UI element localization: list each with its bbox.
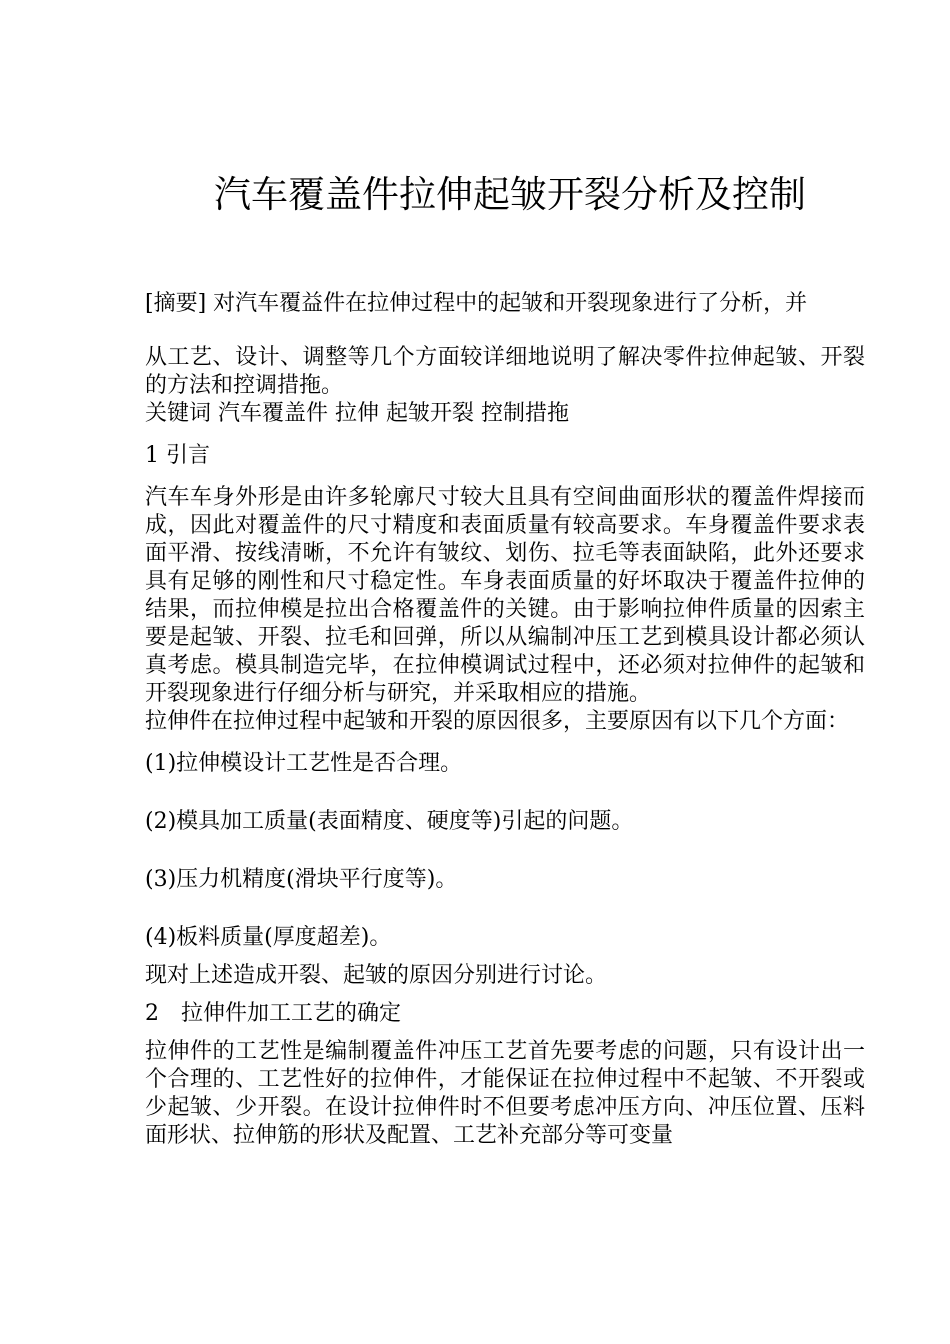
section-1-paragraph-2: 拉伸件在拉伸过程中起皱和开裂的原因很多，主要原因有以下几个方面：	[145, 709, 850, 734]
document-title: 汽车覆盖件拉伸起皱开裂分析及控制	[214, 173, 806, 216]
abstract-line-1: [摘要] 对汽车覆益件在拉伸过程中的起皱和开裂现象进行了分析，并	[145, 291, 808, 316]
cause-item-4: (4)板料质量(厚度超差)。	[145, 925, 392, 950]
section-2-heading: 2 拉伸件加工工艺的确定	[145, 1001, 401, 1026]
keywords: 关键词 汽车覆盖件 拉伸 起皱开裂 控制措拖	[145, 401, 569, 426]
cause-item-2: (2)模具加工质量(表面精度、硬度等)引起的问题。	[145, 809, 634, 834]
section-1-paragraph-1: 汽车车身外形是由许多轮廓尺寸较大且具有空间曲面形状的覆盖件焊接而成，因此对覆盖件的尺寸精度和表面质量有较高要求。车身覆盖件要求表面平滑、按线清晰，不允许有皱纹、划伤、拉毛等表面缺陷，此外还要求具有足够的刚性和尺寸稳定性。车身表面质量的好坏取决于覆盖件拉伸的结果，而拉伸模是拉出合格覆盖件的关键。由于影响拉伸件质量的因索主要是起皱、开裂、拉毛和回弹，所以从编制冲压工艺到模具设计都必须认真考虑。模具制造完毕，在拉伸模调试过程中，还必须对拉伸件的起皱和开裂现象进行仔细分析与研究，并采取相应的措施。	[145, 485, 865, 706]
cause-item-3: (3)压力机精度(滑块平行度等)。	[145, 867, 458, 892]
section-1-heading: 1 引言	[145, 443, 210, 468]
document-body	[145, 290, 865, 1150]
cause-item-1: (1)拉伸模设计工艺性是否合理。	[145, 751, 463, 776]
section-2-paragraph-1: 拉伸件的工艺性是编制覆盖件冲压工艺首先要考虑的问题，只有设计出一个合理的、工艺性好的拉伸件，才能保证在拉伸过程中不起皱、不开裂或少起皱、少开裂。在设计拉伸件时不但要考虑冲压方向、冲压位置、压料面形状、拉伸筋的形状及配置、工艺补充部分等可变量	[145, 1039, 865, 1148]
discussion-intro: 现对上述造成开裂、起皱的原因分别进行讨论。	[145, 963, 608, 988]
abstract-continuation: 从工艺、设计、调整等几个方面较详细地说明了解决零件拉伸起皱、开裂的方法和控调措拖。	[145, 345, 865, 398]
